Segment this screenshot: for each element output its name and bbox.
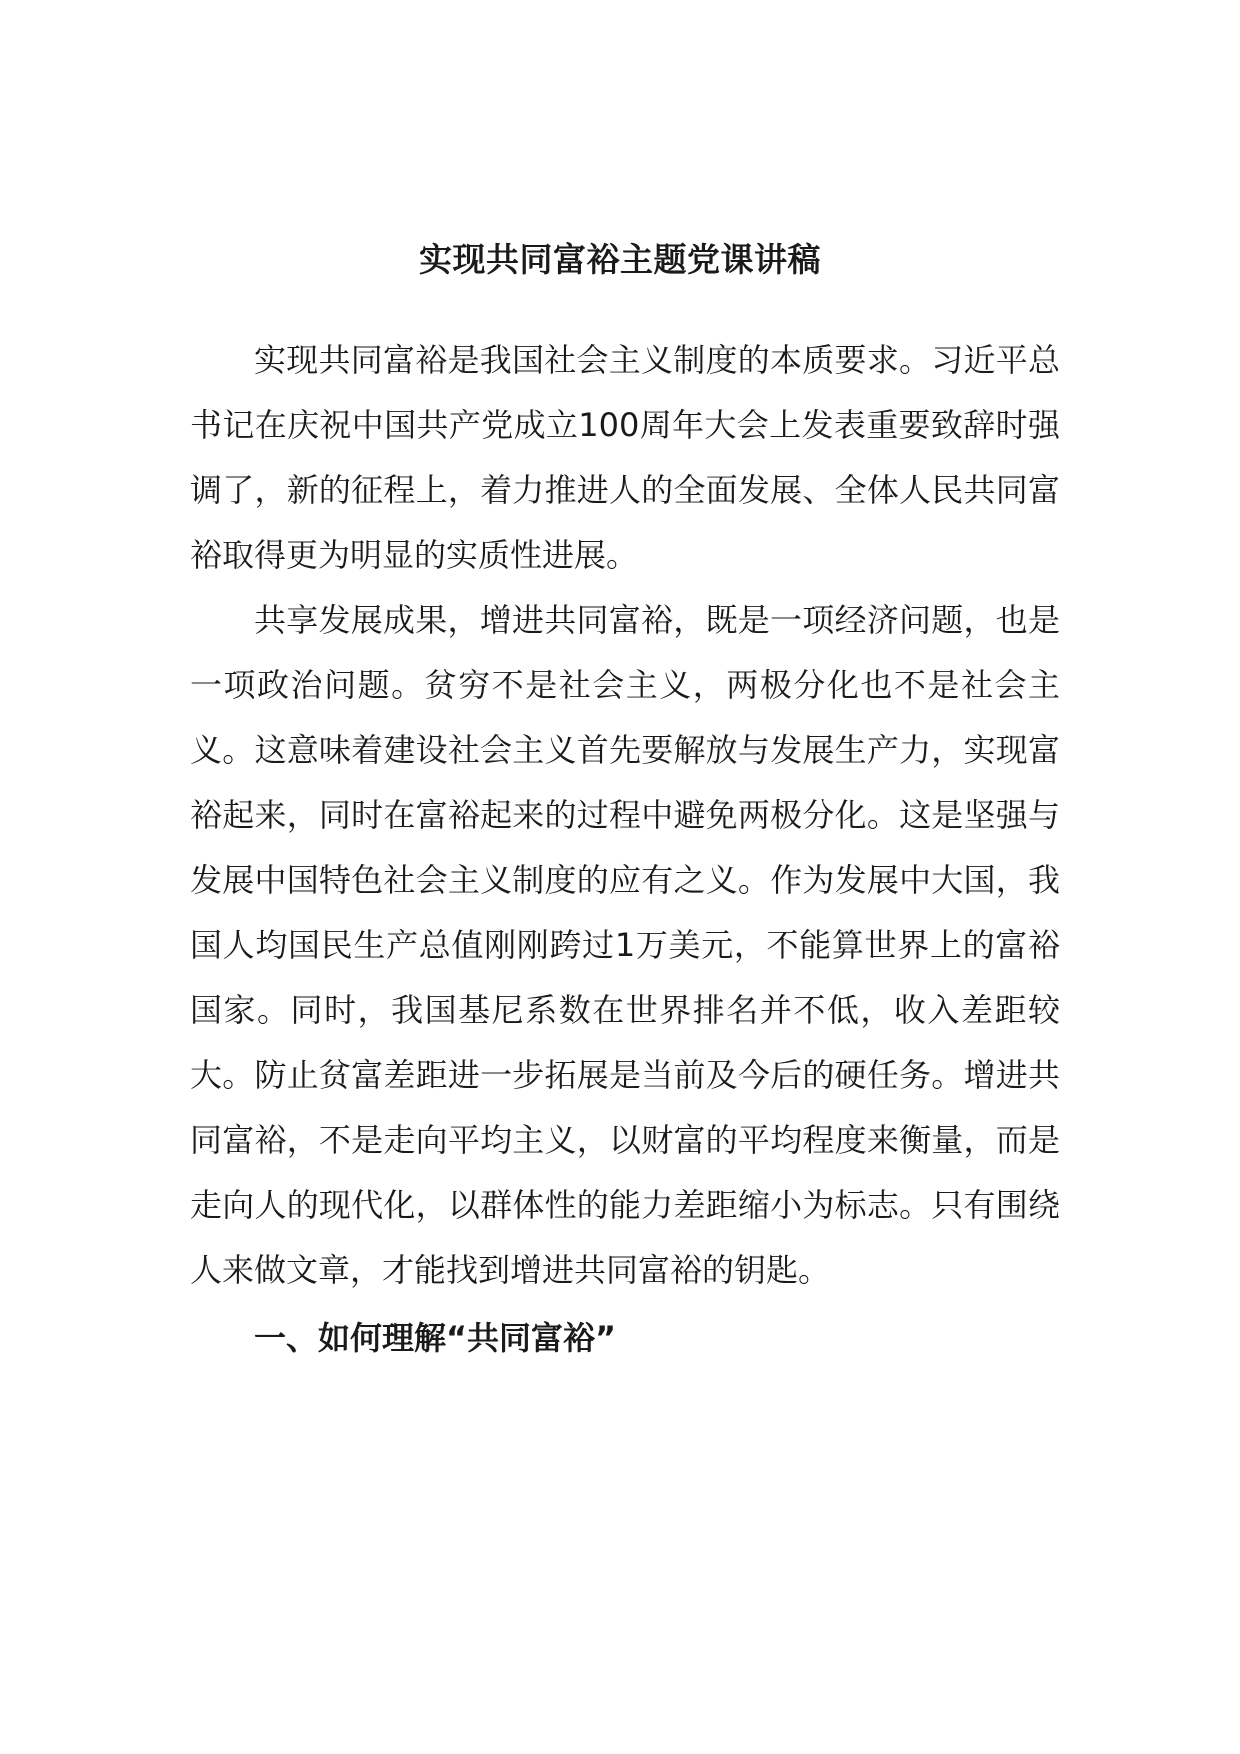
document-body (190, 328, 1060, 1371)
section-heading: 一、如何理解“共同富裕” (254, 1319, 617, 1357)
paragraph-1: 实现共同富裕是我国社会主义制度的本质要求。习近平总书记在庆祝中国共产党成立100周年大会上发表重要致辞时强调了，新的征程上，着力推进人的全面发展、全体人民共同富裕取得更为明显的实质性进展。 (190, 341, 1060, 574)
document-title: 实现共同富裕主题党课讲稿 (419, 240, 821, 279)
paragraph-2: 共享发展成果，增进共同富裕，既是一项经济问题，也是一项政治问题。贫穷不是社会主义，两极分化也不是社会主义。这意味着建设社会主义首先要解放与发展生产力，实现富裕起来，同时在富裕起来的过程中避免两极分化。这是坚强与发展中国特色社会主义制度的应有之义。作为发展中大国，我国人均国民生产总值刚刚跨过1万美元，不能算世界上的富裕国家。同时，我国基尼系数在世界排名并不低，收入差距较大。防止贫富差距进一步拓展是当前及今后的硬任务。增进共同富裕，不是走向平均主义，以财富的平均程度来衡量，而是走向人的现代化，以群体性的能力差距缩小为标志。只有围绕人来做文章，才能找到增进共同富裕的钥匙。 (190, 601, 1060, 1289)
